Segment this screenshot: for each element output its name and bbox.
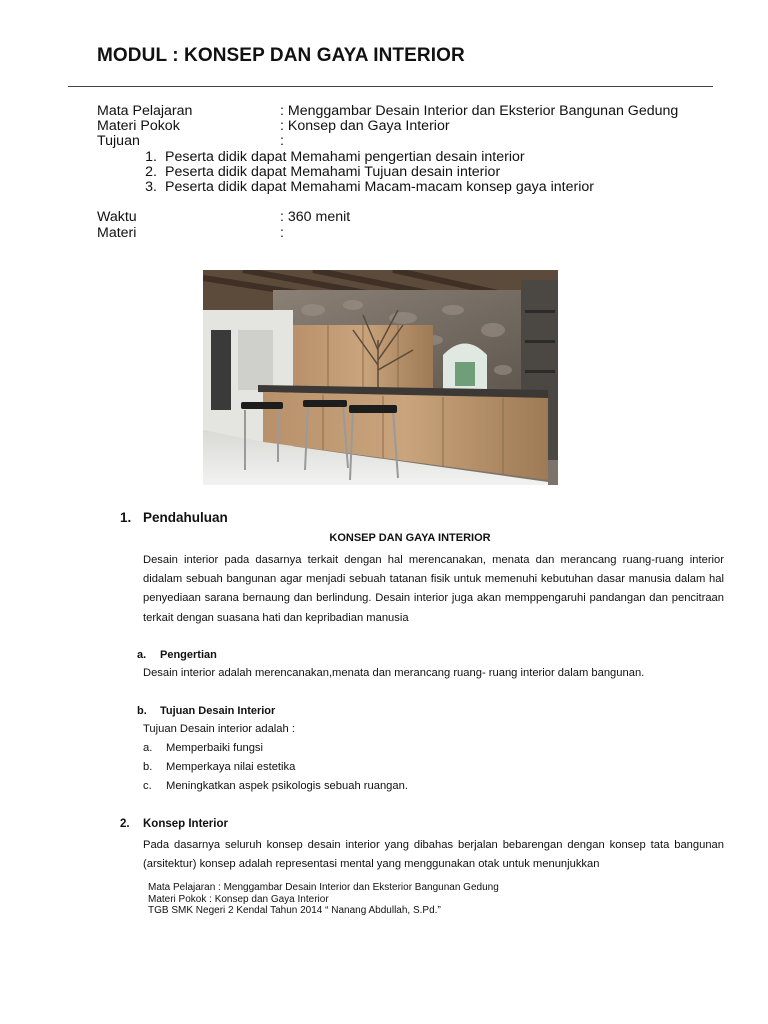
list-number: 1. [145,148,157,165]
list-item [143,761,408,780]
list-number: 3. [145,178,157,195]
list-text: Memperbaiki fungsi [166,742,264,754]
footer-line: Materi Pokok : Konsep dan Gaya Interior [148,893,329,905]
section-2-heading [120,818,228,830]
list-text: Peserta didik dapat Memahami pengertian desain interior [165,148,525,165]
list-letter: b. [143,761,153,773]
title-divider [68,86,713,87]
subsection-title: Pengertian [160,649,217,661]
tujuan-desain-list [143,742,408,799]
meta-label: Tujuan [97,133,140,150]
tujuan-intro: Tujuan Desain interior adalah : [143,723,295,735]
list-item [143,780,408,799]
list-text: Memperkaya nilai estetika [166,761,296,773]
list-item [97,150,678,165]
page-title: MODUL : KONSEP DAN GAYA INTERIOR [97,45,465,66]
meta-materi [97,226,678,241]
section-number: 2. [120,818,130,830]
subsection-title: Tujuan Desain Interior [160,705,276,717]
subsection-letter: b. [137,705,147,717]
meta-label: Materi Pokok [97,118,180,135]
subsection-letter: a. [137,649,147,661]
kitchen-illustration [203,270,558,485]
meta-value: : Menggambar Desain Interior dan Eksterior Bangunan Gedung [280,103,679,119]
section-number: 1. [120,510,132,525]
kitchen-interior-photo [203,270,558,485]
konsep-paragraph: Pada dasarnya seluruh konsep desain interior yang dibahas berjalan bebarengan dengan konsep tata bangunan (arsitektur) konsep adalah representasi mental yang menggunakan otak untuk menunjukkan [143,839,724,871]
footer-line: Mata Pelajaran : Menggambar Desain Interior dan Eksterior Bangunan Gedung [148,882,499,893]
list-item [143,742,408,761]
list-letter: a. [143,742,153,754]
meta-waktu [97,210,678,225]
module-meta [97,104,678,241]
meta-label: Materi [97,224,137,241]
meta-value: : Konsep dan Gaya Interior [280,118,450,135]
list-text: Peserta didik dapat Memahami Macam-macam konsep gaya interior [165,178,594,195]
list-item [97,180,678,195]
footer-line: TGB SMK Negeri 2 Kendal Tahun 2014 “ Nanang Abdullah, S.Pd.” [148,905,441,916]
meta-tujuan [97,134,678,149]
list-letter: c. [143,780,152,792]
meta-value: : [280,224,284,241]
subsection-b-heading [137,705,275,717]
pengertian-text: Desain interior adalah merencanakan,menata dan merancang ruang- ruang interior dalam bangunan. [143,667,645,679]
page-footer [148,882,499,917]
list-item [97,165,678,180]
content-title: KONSEP DAN GAYA INTERIOR [329,532,491,544]
meta-materi-pokok [97,119,678,134]
meta-label: Waktu [97,209,137,226]
list-text: Peserta didik dapat Memahami Tujuan desain interior [165,163,501,180]
meta-label: Mata Pelajaran [97,103,193,119]
list-text: Meningkatkan aspek psikologis sebuah ruangan. [166,780,408,792]
tujuan-list [97,150,678,196]
section-title: Pendahuluan [143,510,228,525]
intro-paragraph: Desain interior pada dasarnya terkait dengan hal merencanakan, menata dan merancang ruang-ruang interior didalam sebuah bangunan agar menjadi sebuah tatanan fisik untuk memenuhi kebutuhan dasar manusia dalam hal penyediaan sarana bernaung dan berlindung. Desain interior juga akan memppengaruhi pandangan dan pencitraan terkait dengan suasana hati dan kepribadian manusia [143,554,724,624]
meta-value: : [280,133,284,150]
section-1-heading [120,510,228,525]
meta-mata-pelajaran [97,104,678,119]
section-title: Konsep Interior [143,818,228,830]
subsection-a-heading [137,649,217,661]
list-number: 2. [145,163,157,180]
meta-value: : 360 menit [280,209,351,226]
